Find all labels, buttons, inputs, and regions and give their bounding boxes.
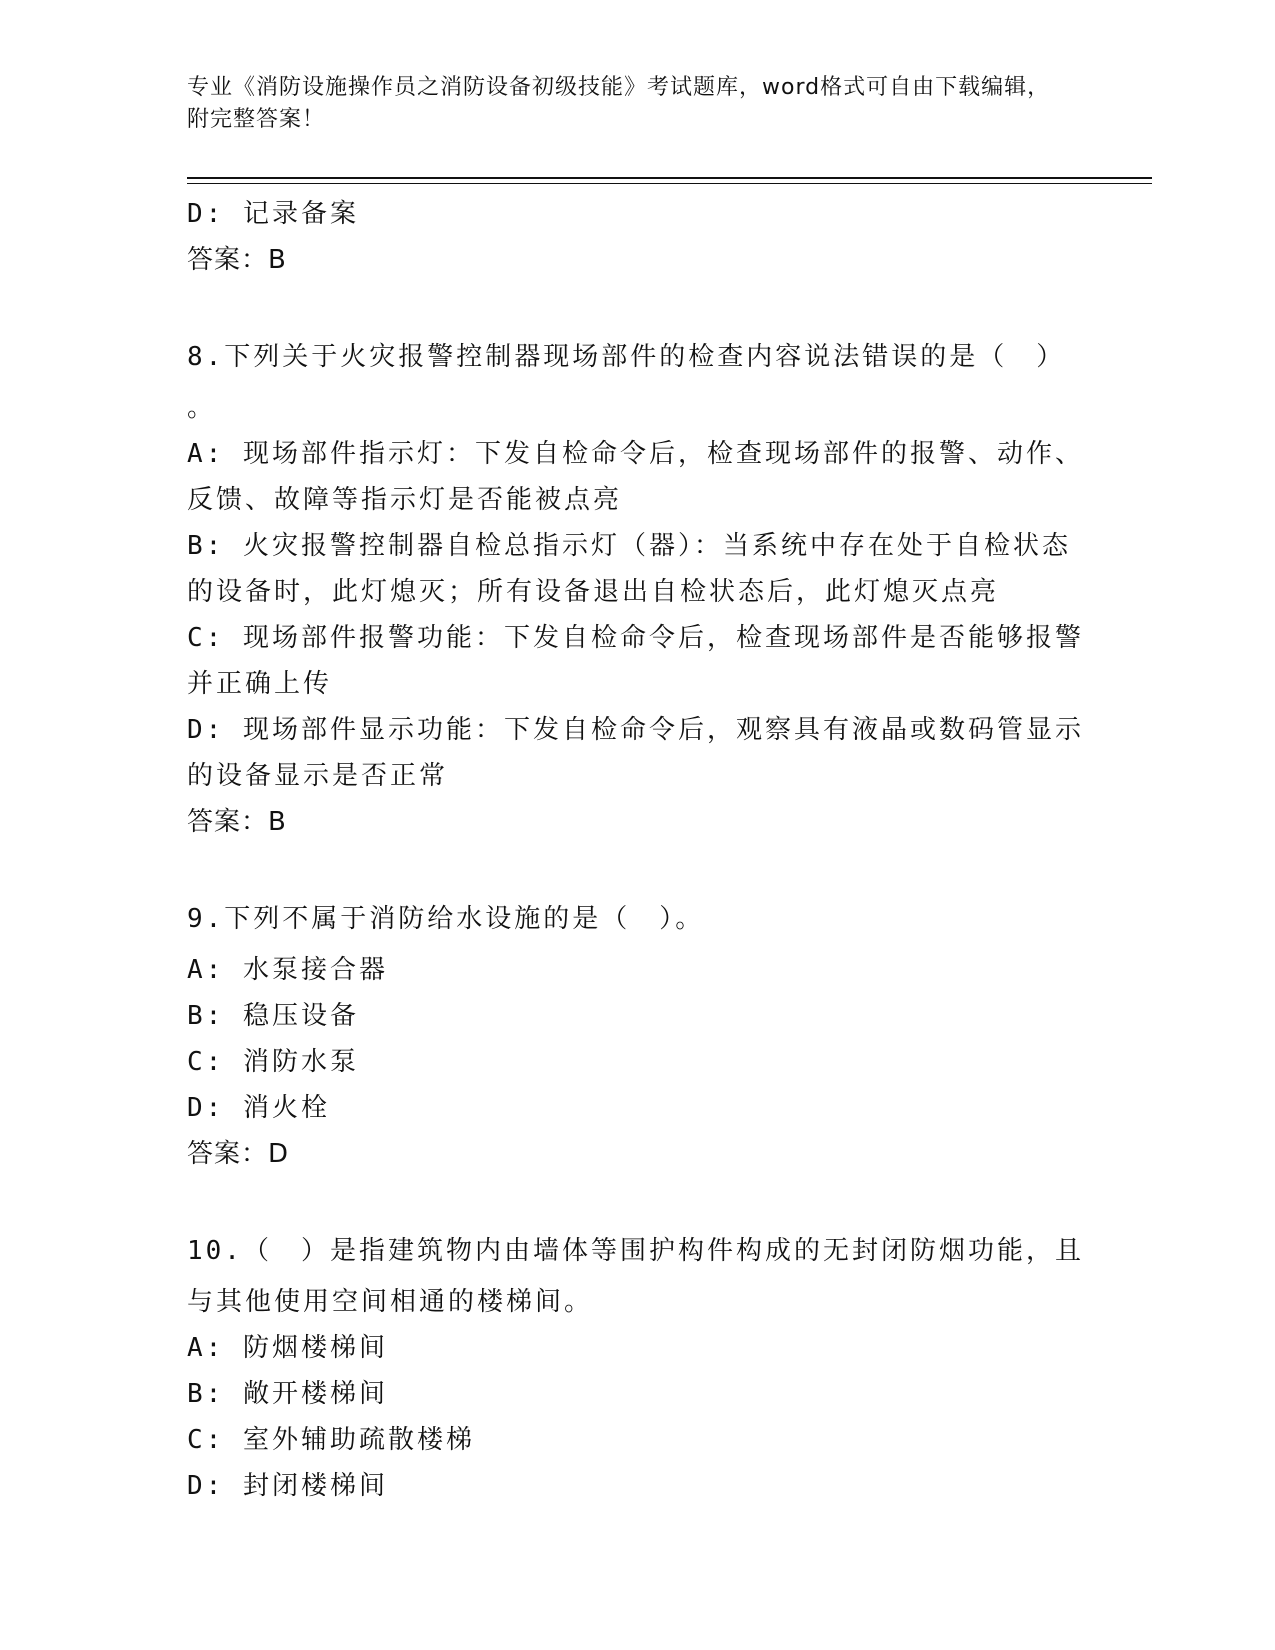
previous-question-tail: [187, 191, 1092, 283]
answer-line: 答案：B: [187, 807, 287, 837]
question-content: [187, 191, 1092, 1509]
document-header: 专业《消防设施操作员之消防设备初级技能》考试题库，word格式可自由下载编辑，附完整答案！: [187, 75, 1051, 132]
option-c: C: 室外辅助疏散楼梯: [187, 1425, 475, 1455]
question-stem: 10.（ ）是指建筑物内由墙体等围护构件构成的无封闭防烟功能，且: [187, 1236, 1084, 1266]
option-d-continuation: 的设备显示是否正常: [187, 761, 449, 791]
option-b: B: 敞开楼梯间: [187, 1379, 388, 1409]
option-a: A: 水泵接合器: [187, 955, 388, 985]
option-c: C: 现场部件报警功能：下发自检命令后，检查现场部件是否能够报警: [187, 623, 1084, 653]
option-d: D: 记录备案: [187, 199, 359, 229]
option-a: A: 防烟楼梯间: [187, 1333, 388, 1363]
option-c: C: 消防水泵: [187, 1047, 359, 1077]
option-b-continuation: 的设备时，此灯熄灭；所有设备退出自检状态后，此灯熄灭点亮: [187, 577, 1000, 607]
option-a-continuation: 反馈、故障等指示灯是否能被点亮: [187, 485, 623, 515]
option-d: D: 消火栓: [187, 1093, 330, 1123]
header-rule-thick: [187, 177, 1152, 179]
option-c-continuation: 并正确上传: [187, 669, 333, 699]
spacer: [187, 283, 1092, 329]
option-d: D: 封闭楼梯间: [187, 1471, 388, 1501]
spacer: [187, 1177, 1092, 1223]
answer-line: 答案：B: [187, 245, 287, 275]
option-d: D: 现场部件显示功能：下发自检命令后，观察具有液晶或数码管显示: [187, 715, 1084, 745]
question-stem-continuation: 与其他使用空间相通的楼梯间。: [187, 1287, 594, 1317]
spacer: [187, 845, 1092, 891]
question-stem: 8.下列关于火灾报警控制器现场部件的检查内容说法错误的是（ ）: [187, 342, 1066, 372]
question-10: [187, 1223, 1092, 1509]
header-rule-thin: [187, 183, 1152, 184]
answer-line: 答案：D: [187, 1139, 290, 1169]
option-b: B: 稳压设备: [187, 1001, 359, 1031]
question-8: [187, 329, 1092, 845]
option-a: A: 现场部件指示灯：下发自检命令后，检查现场部件的报警、动作、: [187, 439, 1084, 469]
question-stem-continuation: 。: [187, 393, 217, 423]
option-b: B: 火灾报警控制器自检总指示灯（器）：当系统中存在处于自检状态: [187, 531, 1071, 561]
question-stem: 9.下列不属于消防给水设施的是（ ）。: [187, 904, 705, 934]
question-9: [187, 891, 1092, 1177]
